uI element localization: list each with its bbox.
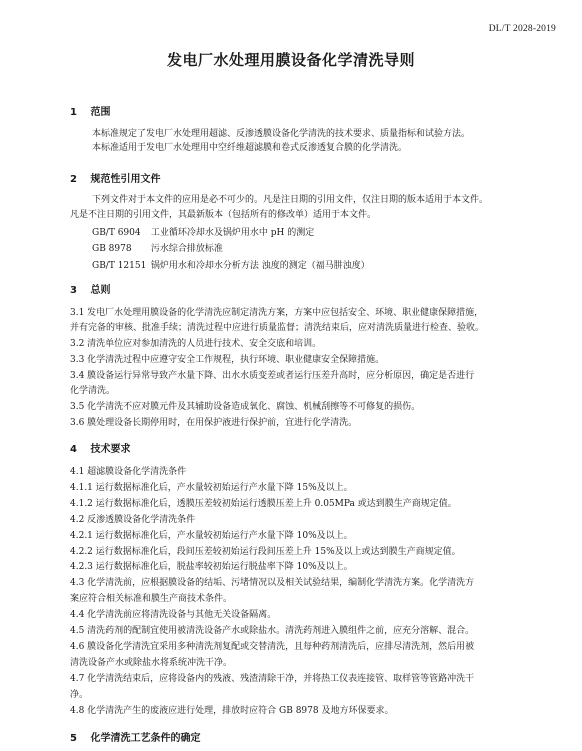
section-3-heading	[70, 281, 110, 296]
section-number: 1	[70, 107, 77, 118]
clause-line: 3.4 膜设备运行异常导致产水量下降、出水水质变差或者运行压差升高时，应分析原因，确定是否进行	[70, 371, 475, 381]
clause-line: 化学清洗。	[70, 386, 116, 396]
reference-item	[92, 241, 223, 254]
reference-item	[92, 225, 314, 238]
reference-code: GB/T 12151	[92, 261, 147, 271]
section-1-heading	[70, 103, 110, 118]
section-number: 3	[70, 285, 77, 296]
clause-line: 3.1 发电厂水处理用膜设备的化学清洗应制定清洗方案，方案中应包括安全、环境、职业健康保障措施，	[70, 308, 484, 318]
clause-line: 4.5 清洗药剂的配制宜使用被清洗设备产水或除盐水。清洗药剂进入膜组件之前，应充分溶解、混合。	[70, 626, 475, 636]
clause-line: 4.3 化学清洗前，应根据膜设备的结垢、污堵情况以及相关试验结果，编制化学清洗方案。化学清洗方	[70, 578, 475, 588]
clause-line: 3.2 清洗单位应对参加清洗的人员进行技术、安全交底和培训。	[70, 339, 322, 349]
paragraph-line: 本标准适用于发电厂水处理用中空纤维超滤膜和卷式反渗透复合膜的化学清洗。	[92, 143, 408, 153]
reference-item	[92, 258, 370, 271]
section-title: 化学清洗工艺条件的确定	[90, 733, 201, 744]
section-title: 范围	[90, 107, 111, 118]
reference-code: GB 8978	[92, 244, 132, 254]
clause-line: 4.4 化学清洗前应将清洗设备与其他无关设备隔离。	[70, 610, 277, 620]
section-title: 技术要求	[90, 444, 131, 455]
clause-line: 4.6 膜设备化学清洗宜采用多种清洗剂复配或交替清洗，且每种药剂清洗后，应排尽清洗剂，然后用被	[70, 642, 475, 652]
paragraph-line: 下列文件对于本文件的应用是必不可少的。凡是注日期的引用文件，仅注日期的版本适用于本文件。	[92, 195, 489, 205]
document-number: DL/T 2028-2019	[488, 24, 556, 34]
section-number: 5	[70, 733, 77, 744]
section-5-heading	[70, 729, 200, 744]
clause-line: 4.1.1 运行数据标准化后，产水量较初始运行产水量下降 15%及以上。	[70, 483, 353, 493]
paragraph-line: 凡是不注日期的引用文件，其最新版本（包括所有的修改单）适用于本文件。	[70, 210, 377, 220]
clause-line: 4.1 超滤膜设备化学清洗条件	[70, 467, 187, 477]
clause-line: 4.8 化学清洗产生的废液应进行处理，排放时应符合 GB 8978 及地方环保要求。	[70, 706, 394, 716]
clause-line: 净。	[70, 690, 89, 700]
reference-name: 锅炉用水和冷却水分析方法 浊度的测定（福马肼浊度）	[150, 261, 370, 271]
reference-name: 污水综合排放标准	[150, 244, 223, 254]
reference-code: GB/T 6904	[92, 228, 141, 238]
clause-line: 3.5 化学清洗不应对膜元件及其辅助设备造成氧化、腐蚀、机械刮擦等不可修复的损伤。	[70, 402, 421, 412]
clause-line: 4.2 反渗透膜设备化学清洗条件	[70, 515, 196, 525]
clause-line: 清洗设备产水或除盐水将系统冲洗干净。	[70, 658, 233, 668]
section-2-heading	[70, 170, 160, 185]
clause-line: 4.2.1 运行数据标准化后，产水量较初始运行产水量下降 10%及以上。	[70, 531, 353, 541]
reference-name: 工业循环冷却水及锅炉用水中 pH 的测定	[150, 228, 315, 238]
section-number: 4	[70, 444, 77, 455]
clause-line: 4.1.2 运行数据标准化后，透膜压差较初始运行透膜压差上升 0.05MPa 或达到膜生产商规定值。	[70, 499, 457, 509]
section-number: 2	[70, 174, 77, 185]
clause-line: 4.2.2 运行数据标准化后，段间压差较初始运行段间压差上升 15%及以上或达到膜生产商规定值。	[70, 547, 461, 557]
section-title: 总则	[90, 285, 111, 296]
clause-line: 3.3 化学清洗过程中应遵守安全工作规程，执行环境、职业健康安全保障措施。	[70, 355, 385, 365]
clause-line: 并有完备的审核、批准手续；清洗过程中应进行质量监督；清洗结束后，应对清洗质量进行检查、验收。	[70, 323, 485, 333]
clause-line: 案应符合相关标准和膜生产商技术条件。	[70, 594, 233, 604]
page-title: 发电厂水处理用膜设备化学清洗导则	[166, 51, 415, 69]
section-title: 规范性引用文件	[90, 174, 161, 185]
paragraph-line: 本标准规定了发电厂水处理用超滤、反渗透膜设备化学清洗的技术要求、质量指标和试验方法。	[92, 129, 471, 139]
clause-line: 4.2.3 运行数据标准化后，脱盐率较初始运行脱盐率下降 10%及以上。	[70, 562, 353, 572]
clause-line: 3.6 膜处理设备长期停用时，在用保护液进行保护前，宜进行化学清洗。	[70, 418, 358, 428]
section-4-heading	[70, 440, 130, 455]
clause-line: 4.7 化学清洗结束后，应将设备内的残液、残渣清除干净，并将热工仪表连接管、取样管等管路冲洗干	[70, 674, 475, 684]
